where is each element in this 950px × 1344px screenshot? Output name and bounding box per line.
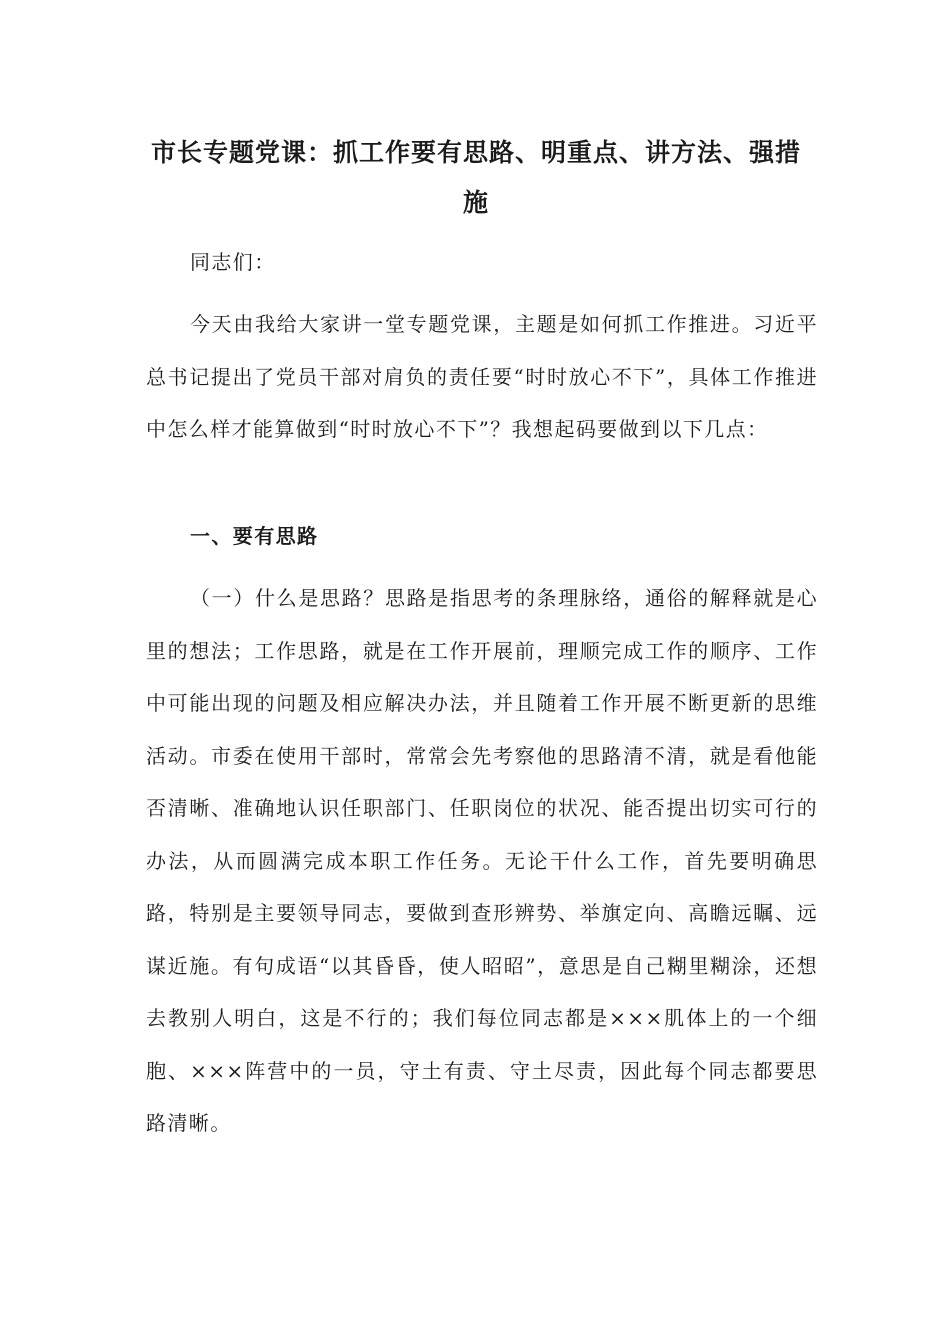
paragraph-intro: 今天由我给大家讲一堂专题党课，主题是如何抓工作推进。习近平总书记提出了党员干部对肩负的责任要“时时放心不下”，具体工作推进中怎么样才能算做到“时时放心不下”？我想起码要做到以下几点：: [146, 312, 818, 441]
document-title: 市长专题党课：抓工作要有思路、明重点、讲方法、强措施: [150, 138, 801, 217]
salutation: 同志们：: [190, 250, 276, 274]
paragraph-section-1: （一）什么是思路？思路是指思考的条理脉络，通俗的解释就是心里的想法；工作思路，就是在工作开展前，理顺完成工作的顺序、工作中可能出现的问题及相应解决办法，并且随着工作开展不断更新的思维活动。市委在使用干部时，常常会先考察他的思路清不清，就是看他能否清晰、准确地认识任职部门、任职岗位的状况、能否提出切实可行的办法，从而圆满完成本职工作任务。无论干什么工作，首先要明确思路，特别是主要领导同志，要做到查形辨势、举旗定向、高瞻远瞩、远谋近施。有句成语“以其昏昏，使人昭昭”，意思是自己糊里糊涂，还想去教别人明白，这是不行的；我们每位同志都是×××肌体上的一个细胞、×××阵营中的一员，守土有责、守土尽责，因此每个同志都要思路清晰。: [146, 586, 818, 1135]
section-heading-1: 一、要有思路: [190, 524, 319, 548]
